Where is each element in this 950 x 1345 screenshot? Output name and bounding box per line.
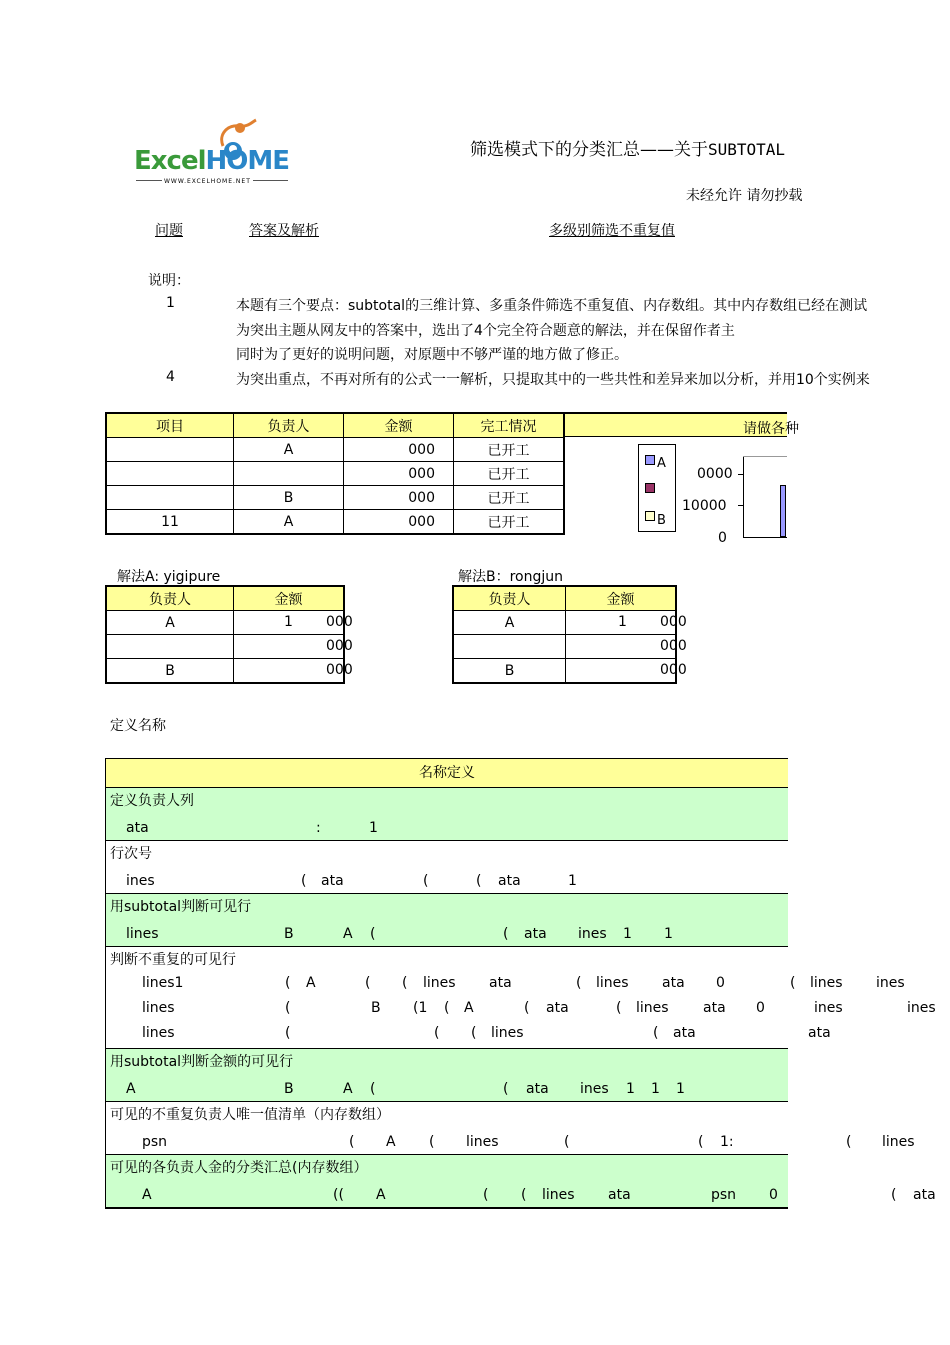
definition-formula-line xyxy=(106,1023,831,1048)
formula-token: ( xyxy=(503,926,509,942)
formula-token: ( xyxy=(444,1000,450,1016)
definition-title-line xyxy=(106,894,788,921)
column-header: 金额 xyxy=(344,413,454,438)
formula-token: : xyxy=(316,820,321,836)
definition-title: 用subtotal判断金额的可见行 xyxy=(110,1054,294,1070)
chart-bar xyxy=(780,485,786,537)
formula-token: ata xyxy=(498,873,521,889)
formula-token: 1 xyxy=(664,926,673,942)
formula-token: ata xyxy=(321,873,344,889)
solution-b-table xyxy=(452,585,687,684)
definition-formula-line xyxy=(106,868,788,893)
formula-token: lines xyxy=(423,975,456,991)
formula-token: ( xyxy=(285,975,291,991)
formula-token: ata xyxy=(662,975,685,991)
formula-token: ( xyxy=(616,1000,622,1016)
definition-title-line xyxy=(106,1155,788,1182)
definition-title-line xyxy=(106,1102,788,1129)
formula-token: ( xyxy=(285,1025,291,1041)
table-header-row xyxy=(106,586,344,611)
formula-token: B xyxy=(284,1081,294,1097)
formula-token: A xyxy=(343,926,353,942)
plot-area-top xyxy=(743,456,787,457)
formula-token: 1: xyxy=(720,1134,734,1150)
formula-token: psn xyxy=(142,1134,168,1150)
legend-swatch-b xyxy=(645,511,655,521)
definition-block[interactable] xyxy=(106,947,936,1049)
cell-project[interactable] xyxy=(106,438,234,462)
definitions-rows xyxy=(106,788,936,1208)
definitions-section-label: 定义名称 xyxy=(110,718,166,734)
definition-title: 定义负责人列 xyxy=(110,793,194,809)
cell-project[interactable] xyxy=(106,462,234,486)
column-header: 金额 xyxy=(566,586,677,611)
definition-block[interactable] xyxy=(106,1049,788,1102)
formula-token: ines xyxy=(876,975,905,991)
cell-amount[interactable] xyxy=(566,611,687,635)
logo-url: WWW.EXCELHOME.NET xyxy=(164,178,251,185)
cell-amount[interactable]: 000 xyxy=(344,462,454,486)
table-row xyxy=(453,611,676,635)
formula-token: ata xyxy=(489,975,512,991)
definition-block[interactable] xyxy=(106,1155,936,1208)
logo-excel-text: Excel xyxy=(134,146,206,176)
formula-token: 0 xyxy=(716,975,725,991)
solution-a-title: 解法A: yigipure xyxy=(117,569,221,585)
definition-title-line xyxy=(106,841,788,868)
note-number: 4 xyxy=(166,369,175,385)
cell-amount[interactable] xyxy=(566,635,687,659)
y-tick-label: 10000 xyxy=(682,498,727,514)
formula-token: ( xyxy=(434,1025,440,1041)
column-header: 负责人 xyxy=(453,586,566,611)
formula-token: ines xyxy=(814,1000,843,1016)
link-answer[interactable]: 答案及解析 xyxy=(249,223,319,239)
y-tick-mark xyxy=(738,474,743,475)
legend-label-b: B xyxy=(657,513,666,528)
note-text: 本题有三个要点：subtotal的三维计算、多重条件筛选不重复值、内存数组。其中内存数组已经在测试 xyxy=(236,298,868,314)
table-row xyxy=(106,659,344,684)
formula-token: (( xyxy=(333,1187,344,1203)
cell-owner[interactable] xyxy=(106,635,234,659)
cell-owner[interactable]: A xyxy=(234,510,344,535)
formula-token: lines xyxy=(142,1000,175,1016)
table-row xyxy=(106,486,564,510)
chart-legend xyxy=(638,444,676,532)
definition-title-line xyxy=(106,947,788,973)
formula-token: ( xyxy=(846,1134,852,1150)
formula-token: 0 xyxy=(769,1187,778,1203)
formula-token: lines xyxy=(466,1134,499,1150)
x-axis-line xyxy=(743,537,787,538)
table-header-row xyxy=(106,413,564,438)
y-tick-label: 0000 xyxy=(697,466,733,482)
formula-token: 1 xyxy=(626,1081,635,1097)
definition-formula-line xyxy=(106,998,936,1023)
formula-token: ata xyxy=(526,1081,549,1097)
definition-title: 用subtotal判断可见行 xyxy=(110,899,252,915)
formula-token: A xyxy=(464,1000,474,1016)
formula-token: ( xyxy=(285,1000,291,1016)
formula-token: A xyxy=(126,1081,136,1097)
formula-token: ( xyxy=(370,1081,376,1097)
cell-amount[interactable] xyxy=(234,659,353,684)
formula-token: ( xyxy=(349,1134,355,1150)
title-suffix: SUBTOTAL xyxy=(708,140,786,159)
table-row xyxy=(106,438,564,462)
table-header-row xyxy=(453,586,676,611)
solution-a-table xyxy=(105,585,353,684)
link-question[interactable]: 问题 xyxy=(155,223,183,239)
cell-owner[interactable] xyxy=(234,462,344,486)
embedded-chart[interactable] xyxy=(566,438,787,548)
formula-token: A xyxy=(386,1134,396,1150)
note-text: 为突出主题从网友中的答案中，选出了4个完全符合题意的解法，并在保留作者主 xyxy=(236,323,735,339)
note-text: 同时为了更好的说明问题，对原题中不够严谨的地方做了修正。 xyxy=(236,347,628,363)
solution-b-title: 解法B：rongjun xyxy=(458,569,564,585)
link-multilevel-filter[interactable]: 多级别筛选不重复值 xyxy=(549,223,675,239)
y-tick-mark xyxy=(738,505,743,506)
formula-token: ata xyxy=(703,1000,726,1016)
cell-owner[interactable] xyxy=(453,635,566,659)
formula-token: ( xyxy=(576,975,582,991)
definition-formula-line xyxy=(106,1076,788,1101)
cell-project[interactable]: 11 xyxy=(106,510,234,535)
formula-token: ( xyxy=(365,975,371,991)
formula-token: lines1 xyxy=(142,975,184,991)
formula-token: ata xyxy=(808,1025,831,1041)
formula-token: 0 xyxy=(756,1000,765,1016)
formula-token: B xyxy=(371,1000,381,1016)
cell-status[interactable]: 已开工 xyxy=(454,486,565,510)
definitions-table xyxy=(105,758,936,1209)
amount-value: 000 xyxy=(660,638,687,654)
legend-label-a: A xyxy=(657,456,666,471)
formula-token: lines xyxy=(810,975,843,991)
amount-value: 000 xyxy=(326,614,353,630)
formula-token: ines xyxy=(580,1081,609,1097)
cell-owner[interactable]: A xyxy=(106,611,234,635)
definition-block[interactable] xyxy=(106,788,788,841)
formula-token: 1 xyxy=(369,820,378,836)
formula-token: 1 xyxy=(623,926,632,942)
definition-formula-line xyxy=(106,921,788,946)
definition-block[interactable] xyxy=(106,894,788,947)
cell-owner[interactable]: B xyxy=(453,659,566,684)
copyright-notice: 未经允许 请勿抄载 xyxy=(686,188,803,204)
formula-token: A xyxy=(376,1187,386,1203)
cell-status[interactable]: 已开工 xyxy=(454,510,565,535)
formula-token: 1 xyxy=(676,1081,685,1097)
definition-formula-line xyxy=(106,1182,936,1207)
data-table xyxy=(105,412,565,535)
definition-formula-line xyxy=(106,815,788,840)
definition-title-line xyxy=(106,788,788,815)
table-row xyxy=(453,659,676,684)
cell-status[interactable]: 已开工 xyxy=(454,462,565,486)
cell-owner[interactable]: B xyxy=(234,486,344,510)
cell-status[interactable]: 已开工 xyxy=(454,438,565,462)
formula-token: ( xyxy=(653,1025,659,1041)
amount-value: 000 xyxy=(660,662,687,678)
cell-amount[interactable] xyxy=(234,611,353,635)
formula-token: ( xyxy=(524,1000,530,1016)
formula-token: 1 xyxy=(651,1081,660,1097)
cell-amount[interactable]: 000 xyxy=(344,510,454,535)
formula-token: lines xyxy=(542,1187,575,1203)
formula-token: ( xyxy=(698,1134,704,1150)
cell-amount[interactable]: 000 xyxy=(344,438,454,462)
y-axis-line xyxy=(743,456,744,537)
definition-title-line xyxy=(106,1049,788,1076)
table-row xyxy=(453,635,676,659)
definition-title: 行次号 xyxy=(110,846,152,862)
cell-owner[interactable]: A xyxy=(453,611,566,635)
chart-header-cell xyxy=(565,412,799,437)
formula-token: ( xyxy=(521,1187,527,1203)
formula-token: lines xyxy=(882,1134,915,1150)
formula-token: A xyxy=(343,1081,353,1097)
formula-token: ( xyxy=(402,975,408,991)
formula-token: ( xyxy=(429,1134,435,1150)
formula-token: ( xyxy=(476,873,482,889)
definition-title: 可见的不重复负责人唯一值清单（内存数组） xyxy=(110,1107,390,1123)
amount-value: 000 xyxy=(326,638,353,654)
formula-token: ( xyxy=(891,1187,897,1203)
cell-amount[interactable] xyxy=(566,659,687,684)
amount-value: 000 xyxy=(660,614,687,630)
table-row xyxy=(106,462,564,486)
cell-owner[interactable]: A xyxy=(234,438,344,462)
table-row xyxy=(106,635,344,659)
page-title xyxy=(470,135,785,160)
definition-formula-line xyxy=(106,1129,915,1154)
chart-header-text: 请做各种 xyxy=(743,421,799,437)
amount-digit: 1 xyxy=(284,614,293,630)
formula-token: lines xyxy=(596,975,629,991)
column-header: 项目 xyxy=(106,413,234,438)
table-row xyxy=(106,611,344,635)
cell-project[interactable] xyxy=(106,486,234,510)
amount-value: 000 xyxy=(326,662,353,678)
formula-token: ata xyxy=(524,926,547,942)
formula-token: ( xyxy=(564,1134,570,1150)
column-header: 金额 xyxy=(234,586,345,611)
formula-token: ata xyxy=(608,1187,631,1203)
formula-token: ( xyxy=(503,1081,509,1097)
cell-owner[interactable]: B xyxy=(106,659,234,684)
note-text: 为突出重点，不再对所有的公式一一解析，只提取其中的一些共性和差异来加以分析，并用10个实例来 xyxy=(236,372,870,388)
formula-token: lines xyxy=(126,926,159,942)
column-header: 负责人 xyxy=(106,586,234,611)
formula-token: psn xyxy=(711,1187,737,1203)
formula-token: ( xyxy=(790,975,796,991)
column-header: 完工情况 xyxy=(454,413,565,438)
excelhome-logo xyxy=(128,116,296,194)
formula-token: lines xyxy=(636,1000,669,1016)
formula-token: lines xyxy=(491,1025,524,1041)
formula-token: ata xyxy=(673,1025,696,1041)
logo-home-text: HOME xyxy=(205,146,289,176)
notes-label: 说明： xyxy=(148,273,190,289)
formula-token: lines xyxy=(142,1025,175,1041)
note-number: 1 xyxy=(166,295,175,311)
formula-token: ines xyxy=(126,873,155,889)
legend-swatch-a xyxy=(645,455,655,465)
formula-token: ata xyxy=(913,1187,936,1203)
formula-token: ata xyxy=(546,1000,569,1016)
table-row xyxy=(106,510,564,535)
cell-amount[interactable] xyxy=(234,635,353,659)
formula-token: B xyxy=(284,926,294,942)
formula-token: ines xyxy=(578,926,607,942)
definition-title: 判断不重复的可见行 xyxy=(110,952,236,968)
formula-token: ( xyxy=(370,926,376,942)
legend-swatch-2 xyxy=(645,483,655,493)
formula-token: ( xyxy=(423,873,429,889)
definition-block[interactable] xyxy=(106,841,788,894)
cell-amount[interactable]: 000 xyxy=(344,486,454,510)
definition-title: 可见的各负责人金的分类汇总(内存数组） xyxy=(110,1160,368,1176)
formula-token: ines xyxy=(907,1000,936,1016)
formula-token: ( xyxy=(471,1025,477,1041)
formula-token: A xyxy=(306,975,316,991)
formula-token: 1 xyxy=(568,873,577,889)
column-header: 负责人 xyxy=(234,413,344,438)
formula-token: ata xyxy=(126,820,149,836)
formula-token: A xyxy=(142,1187,152,1203)
definitions-header: 名称定义 xyxy=(106,759,788,788)
title-text: 筛选模式下的分类汇总——关于 xyxy=(470,140,708,160)
definition-formula-line xyxy=(106,973,905,998)
definition-block[interactable] xyxy=(106,1102,915,1155)
formula-token: ( xyxy=(483,1187,489,1203)
formula-token: ( xyxy=(301,873,307,889)
amount-digit: 1 xyxy=(618,614,627,630)
y-tick-label: 0 xyxy=(718,530,727,546)
formula-token: (1 xyxy=(413,1000,428,1016)
